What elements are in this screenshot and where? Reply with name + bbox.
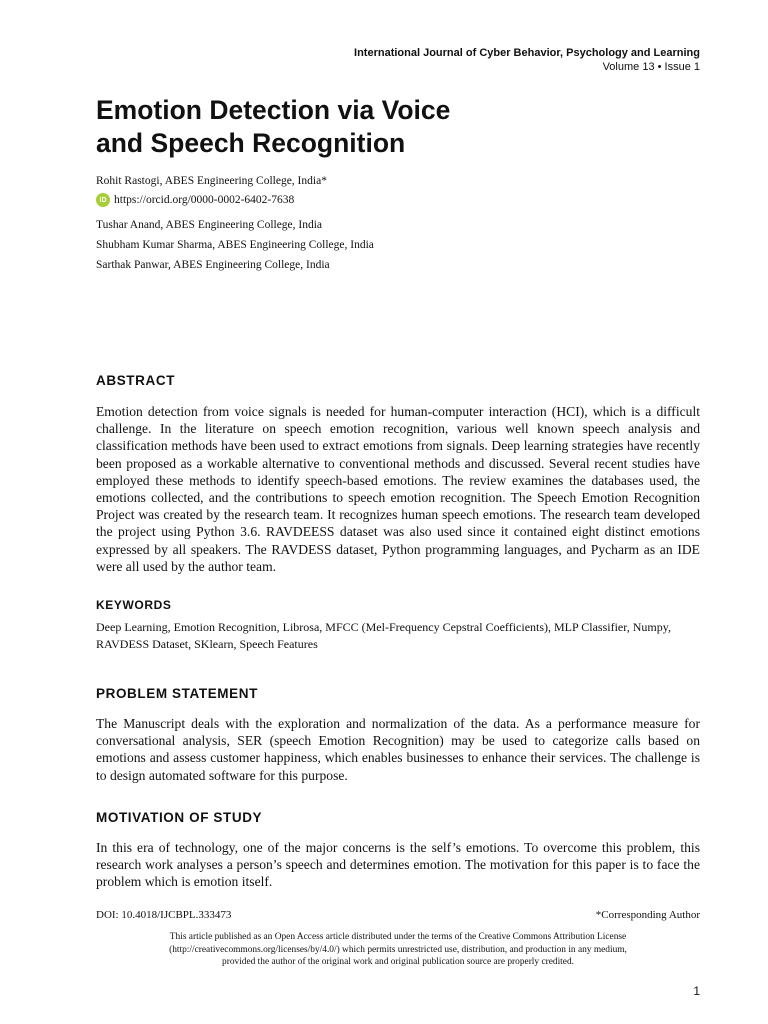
problem-statement-text: The Manuscript deals with the exploration and normalization of the data. As a performance measure for conversational analysis, SER (speech Emotion Recognition) may be used to categorize calls based on emotions and assess customer happiness, which enables businesses to enhance their services. The challenge is to design automated software for this purpose. <box>96 716 700 783</box>
journal-header <box>354 46 700 74</box>
volume-issue: Volume 13 • Issue 1 <box>602 61 700 73</box>
license-line: provided the author of the original work and original publication source are properly credited. <box>222 957 574 967</box>
paper-title <box>96 94 696 160</box>
motivation-heading: MOTIVATION OF STUDY <box>96 810 263 825</box>
abstract-text: Emotion detection from voice signals is needed for human-computer interaction (HCI), which is a difficult challenge. In the literature on speech emotion recognition, various well known speech analysis and classification methods have been used to extract emotions from signals. Deep learning strategies have recently been proposed as a workable alternative to conventional methods and discussed. Several recent studies have employed these methods to identify speech-based emotions. The review examines the databases used, the emotions collected, and the contributions to speech emotion recognition. The Speech Emotion Recognition Project was created by the research team. It recognizes human speech emotions. The research team developed the project using Python 3.6. RAVDEESS dataset was also used since it contained eight distinct emotions expressed by all speakers. The RAVDESS dataset, Python programming languages, and Pycharm as an IDE were all used by the author team. <box>96 404 700 574</box>
paper-title-line-1: Emotion Detection via Voice <box>96 95 451 125</box>
journal-name: International Journal of Cyber Behavior, Psychology and Learning <box>354 47 700 59</box>
doi: DOI: 10.4018/IJCBPL.333473 <box>96 909 232 921</box>
corresponding-author-note: *Corresponding Author <box>595 909 700 921</box>
problem-statement-heading: PROBLEM STATEMENT <box>96 686 258 701</box>
page-number: 1 <box>693 984 700 998</box>
lead-author: Rohit Rastogi, ABES Engineering College, India* <box>96 175 327 187</box>
license-notice <box>96 931 700 969</box>
orcid-url[interactable]: https://orcid.org/0000-0002-6402-7638 <box>114 194 295 206</box>
coauthor: Sarthak Panwar, ABES Engineering College, India <box>96 259 330 271</box>
coauthor: Shubham Kumar Sharma, ABES Engineering College, India <box>96 239 374 251</box>
orcid-link[interactable] <box>96 191 374 209</box>
keywords-text: Deep Learning, Emotion Recognition, Librosa, MFCC (Mel-Frequency Cepstral Coefficients), MLP Classifier, Numpy, RAVDESS Dataset, SKlearn, Speech Features <box>96 620 671 651</box>
keywords-heading: KEYWORDS <box>96 598 172 612</box>
license-line: This article published as an Open Access article distributed under the terms of the Creative Commons Attribution License <box>169 932 627 942</box>
license-line: (http://creativecommons.org/licenses/by/4.0/) which permits unrestricted use, distribution, and production in any medium, <box>169 944 627 955</box>
paper-title-line-2: and Speech Recognition <box>96 128 406 158</box>
coauthor: Tushar Anand, ABES Engineering College, India <box>96 219 323 231</box>
abstract-heading: ABSTRACT <box>96 373 176 388</box>
author-block <box>96 173 374 275</box>
motivation-text: In this era of technology, one of the major concerns is the self’s emotions. To overcome this problem, this research work analyses a person’s speech and determines emotion. The motivation for this paper is to face the problem which is emotion itself. <box>96 840 700 890</box>
orcid-icon: iD <box>96 193 110 207</box>
coauthor-list <box>96 215 374 275</box>
